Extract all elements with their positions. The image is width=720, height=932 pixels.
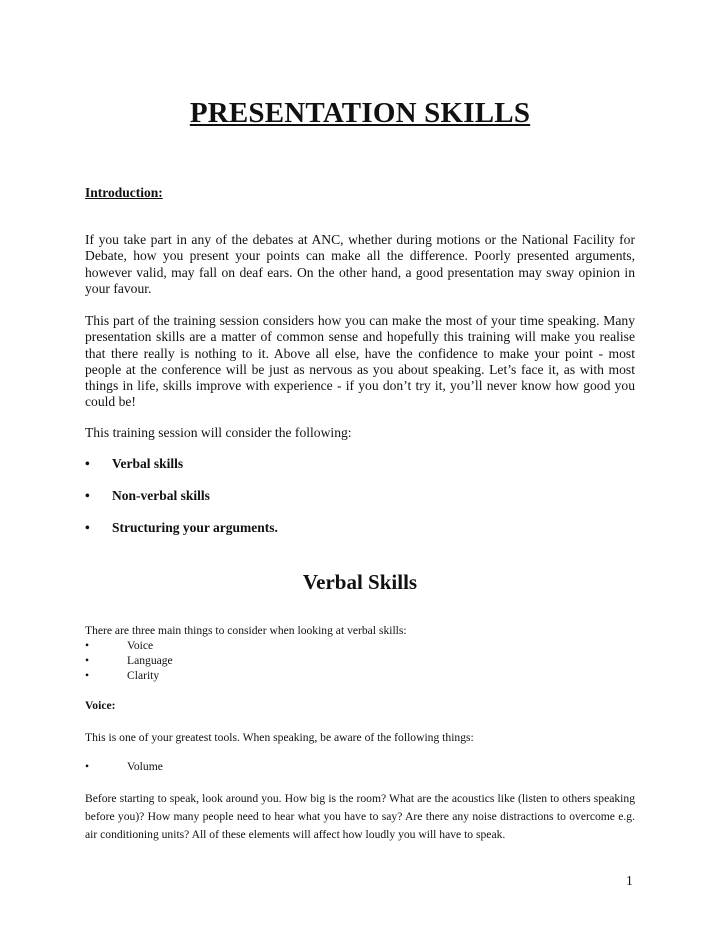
list-item: • Language <box>85 654 173 667</box>
topic-item-non-verbal <box>85 488 210 504</box>
bullet-icon: • <box>85 456 90 471</box>
topic-label: Non-verbal skills <box>112 488 210 503</box>
topic-label: Structuring your arguments. <box>112 520 278 535</box>
bullet-icon: • <box>85 639 90 652</box>
intro-paragraph-1: If you take part in any of the debates at ANC, whether during motions or the National Facility for Debate, how you present your points can make all the difference. Poorly presented arguments, however valid, may fall on deaf ears. On the other hand, a good presentation may sway opinion in your favour. <box>85 232 635 296</box>
list-item: • Voice <box>85 639 154 652</box>
volume-paragraph: Before starting to speak, look around you. How big is the room? What are the acoustics like (listen to others speaking before you)? How many people need to hear what you have to say? Are there any noise distractions to overcome e.g. air conditioning units? All of these elements will affect how loudly you will have to speak. <box>85 792 635 841</box>
verbal-intro: There are three main things to consider when looking at verbal skills: <box>85 624 407 637</box>
volume-label: Volume <box>127 760 163 773</box>
topic-item-verbal <box>85 456 183 472</box>
volume-item <box>85 760 163 773</box>
bullet-icon: • <box>85 488 90 503</box>
bullet-icon: • <box>85 520 90 535</box>
bullet-icon: • <box>85 760 90 773</box>
page-number: 1 <box>626 873 633 888</box>
voice-intro: This is one of your greatest tools. When speaking, be aware of the following things: <box>85 731 474 744</box>
introduction-heading: Introduction: <box>85 185 163 200</box>
intro-paragraph-3: This training session will consider the following: <box>85 425 352 440</box>
bullet-icon: • <box>85 654 90 667</box>
voice-heading: Voice: <box>85 699 116 712</box>
verbal-skills-heading: Verbal Skills <box>302 570 418 594</box>
topic-label: Verbal skills <box>112 456 184 471</box>
verbal-items-list <box>85 638 173 683</box>
topic-item-structuring <box>85 520 278 536</box>
intro-paragraph-2: This part of the training session considers how you can make the most of your time speaking. Many presentation skills are a matter of common sense and hopefully this training will make you realise that there really is nothing to it. Above all else, have the confidence to make your point - most people at the conference will be just as nervous as you about speaking. Let’s face it, as with most things in life, skills improve with experience - if you don’t try it, you’ll never know how good you could be! <box>85 313 635 410</box>
list-item: • Clarity <box>85 669 160 682</box>
bullet-icon: • <box>85 669 90 682</box>
document-title: PRESENTATION SKILLS <box>189 97 531 129</box>
